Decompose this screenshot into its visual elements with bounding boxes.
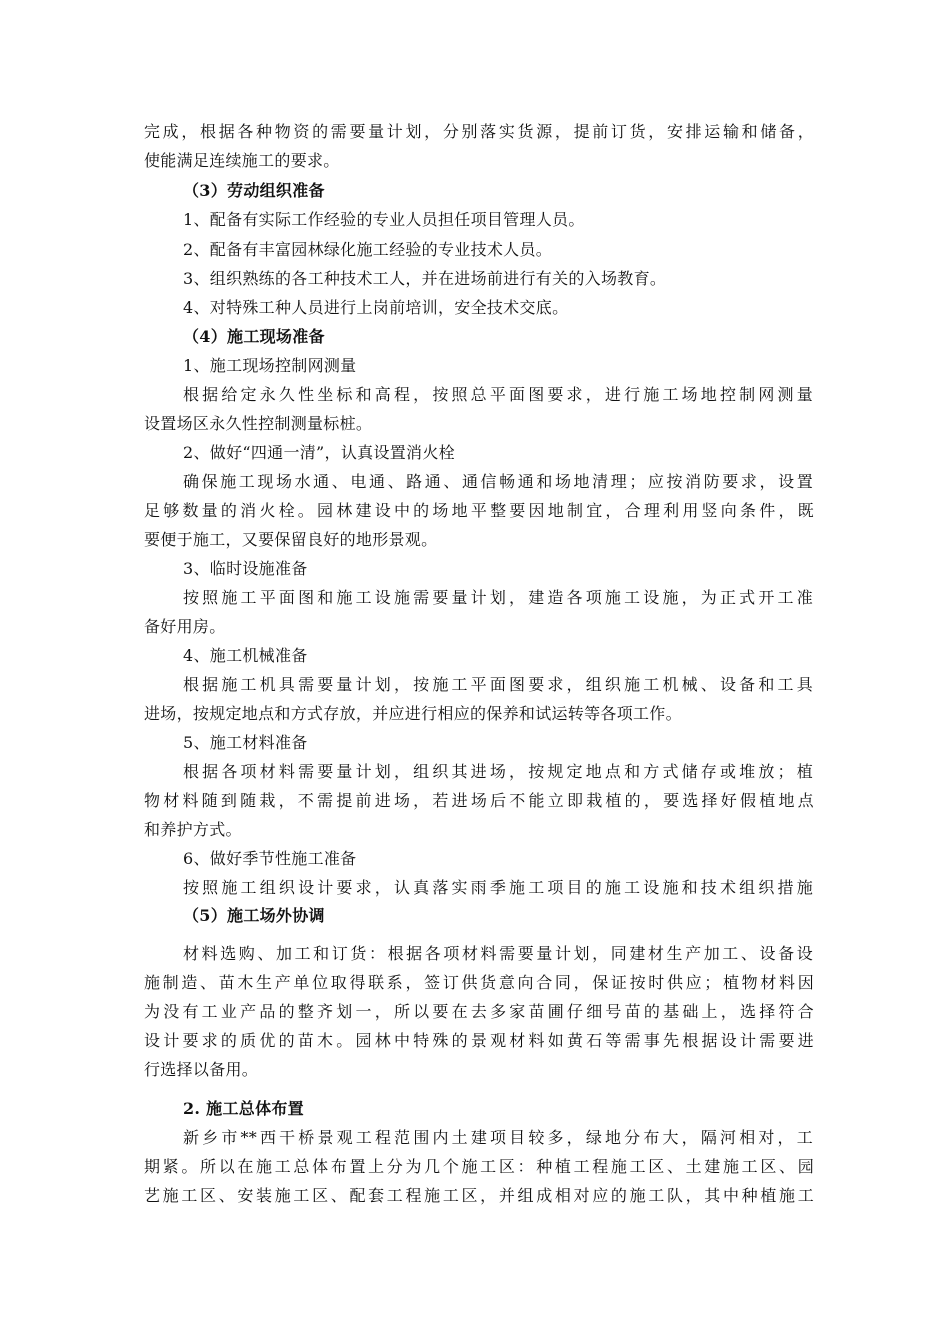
paragraph-line: 足够数量的消火栓。园林建设中的场地平整要因地制宜，合理利用竖向条件，既 [144, 501, 814, 520]
paragraph-line: 确保施工现场水通、电通、路通、通信畅通和场地清理；应按消防要求，设置 [183, 472, 813, 491]
subheading: 5、施工材料准备 [183, 733, 308, 752]
subheading: 1、施工现场控制网测量 [183, 356, 357, 375]
subheading: 4、施工机械准备 [183, 646, 308, 665]
paragraph-line: 物材料随到随栽，不需提前进场，若进场后不能立即栽植的，要选择好假植地点 [144, 791, 814, 810]
subheading: 3、临时设施准备 [183, 559, 308, 578]
paragraph-line: 材料选购、加工和订货：根据各项材料需要量计划，同建材生产加工、设备设 [183, 944, 813, 963]
paragraph-line: 完成，根据各种物资的需要量计划，分别落实货源，提前订货，安排运输和储备， [144, 122, 814, 141]
paragraph-line: 根据各项材料需要量计划，组织其进场，按规定地点和方式储存或堆放；植 [183, 762, 813, 781]
list-item: 1、配备有实际工作经验的专业人员担任项目管理人员。 [183, 210, 585, 229]
paragraph-line: 根据施工机具需要量计划，按施工平面图要求，组织施工机械、设备和工具 [183, 675, 813, 694]
paragraph-line: 要便于施工，又要保留良好的地形景观。 [144, 530, 438, 549]
paragraph-line: 艺施工区、安装施工区、配套工程施工区，并组成相对应的施工队，其中种植施工 [144, 1186, 814, 1205]
list-item: 3、组织熟练的各工种技术工人，并在进场前进行有关的入场教育。 [183, 269, 667, 288]
paragraph-line: 施制造、苗木生产单位取得联系，签订供货意向合同，保证按时供应；植物材料因 [144, 973, 814, 992]
paragraph-line: 期紧。所以在施工总体布置上分为几个施工区：种植工程施工区、土建施工区、园 [144, 1157, 814, 1176]
paragraph-line: 行选择以备用。 [144, 1060, 259, 1079]
section-heading-3: （3）劳动组织准备 [183, 181, 325, 200]
section-heading-5: （5）施工场外协调 [183, 906, 325, 925]
paragraph-line: 新乡市**西干桥景观工程范围内土建项目较多，绿地分布大，隔河相对，工 [183, 1128, 813, 1147]
subheading: 6、做好季节性施工准备 [183, 849, 357, 868]
paragraph-line: 根据给定永久性坐标和高程，按照总平面图要求，进行施工场地控制网测量 [183, 385, 813, 404]
paragraph-line: 设计要求的质优的苗木。园林中特殊的景观材料如黄石等需事先根据设计需要进 [144, 1031, 814, 1050]
paragraph-line: 设置场区永久性控制测量标桩。 [144, 414, 373, 433]
paragraph-line: 进场，按规定地点和方式存放，并应进行相应的保养和试运转等各项工作。 [144, 704, 682, 723]
paragraph-line: 为没有工业产品的整齐划一，所以要在去多家苗圃仔细号苗的基础上，选择符合 [144, 1002, 814, 1021]
paragraph-line: 使能满足连续施工的要求。 [144, 151, 340, 170]
paragraph-line: 按照施工平面图和施工设施需要量计划，建造各项施工设施，为正式开工准 [183, 588, 813, 607]
paragraph-line: 按照施工组织设计要求，认真落实雨季施工项目的施工设施和技术组织措施 [183, 878, 813, 897]
section-heading-4: （4）施工现场准备 [183, 327, 325, 346]
list-item: 2、配备有丰富园林绿化施工经验的专业技术人员。 [183, 240, 553, 259]
subheading: 2、做好“四通一清”，认真设置消火栓 [183, 443, 455, 462]
paragraph-line: 和养护方式。 [144, 820, 242, 839]
list-item: 4、对特殊工种人员进行上岗前培训，安全技术交底。 [183, 298, 569, 317]
paragraph-line: 备好用房。 [144, 617, 226, 636]
section-heading-2: 2. 施工总体布置 [183, 1099, 304, 1118]
